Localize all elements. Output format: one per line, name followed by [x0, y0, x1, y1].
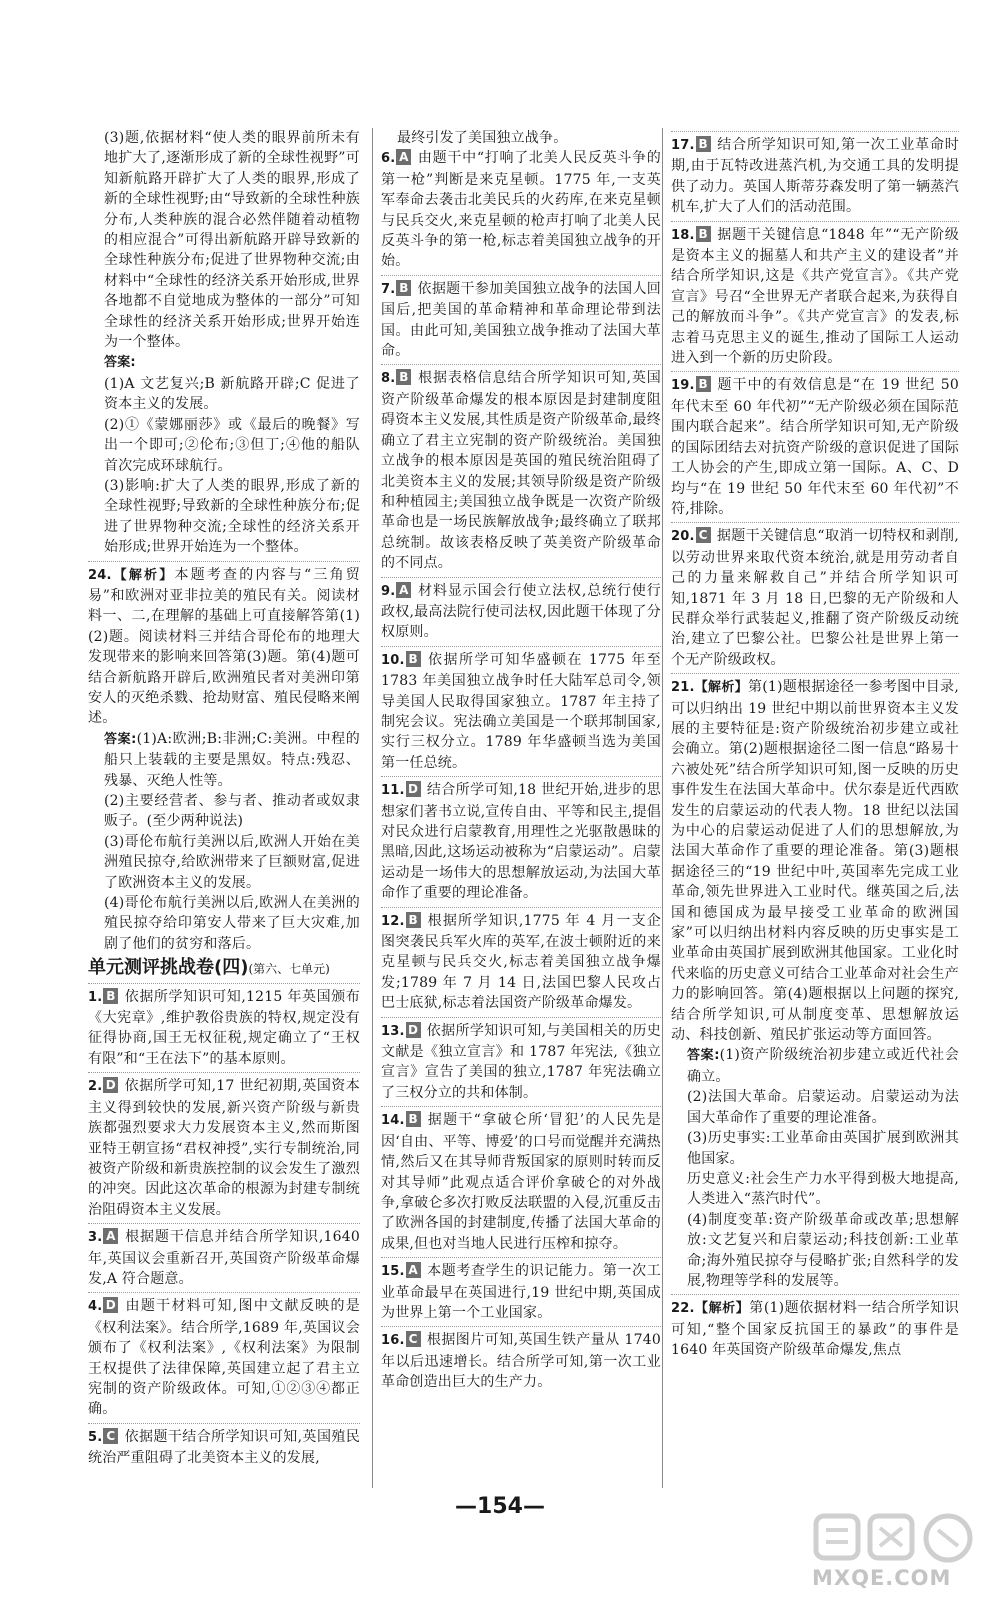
item-explanation: 依据题干结合所学知识可知,英国殖民统治严重阻碍了北美资本主义的发展, [88, 1428, 360, 1467]
divider [671, 131, 959, 132]
item-number: 14. [381, 1113, 405, 1129]
divider [381, 907, 661, 908]
q24-answer-4: (4)哥伦布航行美洲以后,欧洲人在美洲的殖民掠夺给印第安人带来了巨大灾难,加剧了他们的贫穷和落后。 [104, 895, 360, 952]
divider [381, 646, 661, 647]
item-number: 6. [381, 151, 396, 167]
item-explanation: 根据图片可知,英国生铁产量从 1740 年以后迅速增长。结合所学可知,第一次工业革命创造出巨大的生产力。 [381, 1332, 661, 1391]
answer-item [381, 1330, 661, 1392]
item-explanation: 结合所学可知,18 世纪开始,进步的思想家们著书立说,宣传自由、平等和民主,提倡对民众进行启蒙教育,用理性之光驱散愚昧的黑暗,因此,这场运动被称为“启蒙运动”。启蒙运动是一场伟大的思想解放运动,为法国大革命作了重要的理论准备。 [381, 782, 661, 902]
answer-choice-badge: B [103, 988, 118, 1004]
item-explanation: 材料显示国会行使立法权,总统行使行政权,最高法院行使司法权,因此题干体现了分权原则。 [381, 582, 661, 641]
item-number: 7. [381, 281, 396, 297]
q23-answer-1: (1)A 文艺复兴;B 新航路开辟;C 促进了资本主义的发展。 [104, 375, 360, 413]
answer-choice-badge: D [103, 1297, 118, 1313]
item-number: 2. [88, 1079, 103, 1095]
q21-answer-1: (1)资产阶级统治初步建立或近代社会确立。 [687, 1047, 959, 1085]
answer-choice-badge: B [406, 1111, 421, 1127]
item-number: 4. [88, 1299, 103, 1315]
item-number: 10. [381, 652, 405, 668]
answer-choice-badge: B [696, 136, 711, 152]
item-number: 1. [88, 989, 103, 1005]
answer-item [671, 225, 959, 369]
item-explanation: 据题干关键信息“取消一切特权和剥削,以劳动世界来取代资本统治,就是用劳动者自己的力量来解救自己”并结合所学知识可知,1871 年 3 月 18 日,巴黎的无产阶级和人民群众举行武装起义,推翻了资产阶级反动统治,建立了巴黎公社。巴黎公社是世界上第一个无产阶级政权。 [671, 528, 959, 668]
q23-answer-2: (2)①《蒙娜丽莎》或《最后的晚餐》写出一个即可;②伦布;③但丁;④他的船队首次完成环球航行。 [104, 416, 360, 474]
q23-answer-3: (3)影响:扩大了人类的眼界,形成了新的全球性视野;导致新的全球性种族分布;促进了世界物种交流;全球性的经济关系开始形成;世界开始连为一个整体。 [104, 477, 360, 556]
answer-item [88, 1227, 360, 1289]
divider [671, 522, 959, 523]
item-explanation: 由题干中“打响了北美人民反英斗争的第一枪”判断是来克星顿。1775 年,一支英军奉命去袭击北美民兵的火药库,在来克星顿与民兵交火,来克星顿的枪声打响了北美人民反英斗争的第一枪,标志着美国独立战争的开始。 [381, 150, 661, 270]
answer-choice-badge: B [406, 651, 421, 667]
item-number: 15. [381, 1264, 405, 1280]
divider [381, 1326, 661, 1327]
divider [88, 561, 360, 562]
q21-answer-4: (4)制度变革:资产阶级革命或改革;思想解放:文艺复兴和启蒙运动;科技创新:工业革命;海外殖民掠夺与侵略扩张;自然科学的发展,物理等学科的发展等。 [687, 1211, 959, 1289]
q5-continuation: 最终引发了美国独立战争。 [397, 130, 568, 146]
answer-item [381, 148, 661, 271]
divider [381, 1017, 661, 1018]
q24-answer-1: (1)A:欧洲;B:非洲;C:美洲。中程的船只上装载的主要是黑奴。特点:残忍、残暴、灭绝人性等。 [104, 730, 360, 789]
answer-item [381, 1021, 661, 1104]
answer-choice-badge: A [406, 1262, 421, 1278]
item-number: 5. [88, 1429, 103, 1445]
q21-answer-3a: (3)历史事实:工业革命由英国扩展到欧洲其他国家。 [687, 1130, 959, 1167]
page-number: —154— [455, 1494, 545, 1519]
q22-analysis: 22.【解析】第(1)题依据材料一结合所学知识可知,“整个国家反抗国王的暴政”的事件是 1640 年英国资产阶级革命爆发,焦点 [671, 1300, 959, 1359]
answer-choice-badge: B [406, 912, 421, 928]
answer-choice-badge: D [406, 1022, 421, 1038]
answer-choice-badge: D [406, 781, 421, 797]
divider [381, 364, 661, 365]
q24-answer-3: (3)哥伦布航行美洲以后,欧洲人开始在美洲殖民掠夺,给欧洲带来了巨额财富,促进了欧洲资本主义的发展。 [104, 833, 360, 891]
answer-item [381, 368, 661, 573]
answer-choice-badge: C [696, 527, 711, 543]
answer-item [381, 279, 661, 362]
item-explanation: 根据表格信息结合所学知识可知,英国资产阶级革命爆发的根本原因是封建制度阻碍资本主义发展,其性质是资产阶级革命,最终确立了君主立宪制的资产阶级统治。美国独立战争的根本原因是英国的殖民统治阻碍了北美资本主义的发展;其领导阶级是资产阶级和种植园主;美国独立战争既是一次资产阶级革命也是一场民族解放战争;最终确立了联邦总统制。故该表格反映了英美资产阶级革命的不同点。 [381, 370, 661, 572]
divider [88, 1223, 360, 1224]
item-number: 11. [381, 783, 405, 799]
answer-item [381, 581, 661, 643]
answer-item [88, 987, 360, 1070]
divider [381, 1257, 661, 1258]
item-number: 3. [88, 1230, 103, 1246]
item-explanation: 由题干材料可知,图中文献反映的是《权利法案》。结合所学,1689 年,英国议会颁布了《权利法案》,《权利法案》为限制王权提供了法律保障,英国建立起了君主立宪制的资产阶级政体。可知,①②③④都正确。 [88, 1298, 360, 1418]
answer-choice-badge: B [696, 226, 711, 242]
answer-list [88, 983, 360, 1469]
item-explanation: 题干中的有效信息是“在 19 世纪 50 年代末至 60 年代初”“无产阶级必须在国际范围内联合起来”。结合所学知识可知,无产阶级的国际团结去对抗资产阶级的意识促进了国际工人协会的产生,即成立第一国际。A、C、D 均与“在 19 世纪 50 年代末至 60 年代初”不符,排除。 [671, 377, 959, 517]
divider [671, 1294, 959, 1295]
divider [88, 1072, 360, 1073]
answer-choice-badge: B [696, 376, 711, 392]
item-number: 9. [381, 583, 396, 599]
answer-item [88, 1427, 360, 1469]
item-number: 13. [381, 1023, 405, 1039]
item-explanation: 依据所学可知,17 世纪初期,英国资本主义得到较快的发展,新兴资产阶级与新贵族都强烈要求大力发展资本主义,然而斯图亚特王朝宣扬“君权神授”,实行专制统治,同被资产阶级和新贵族控制的议会发生了激烈的冲突。因此这次革命的根源为封建专制统治阻碍资本主义发展。 [88, 1078, 360, 1218]
column-right: 17. B 结合所学知识可知,第一次工业革命时期,由于瓦特改进蒸汽机,为交通工具的发明提供了动力。英国人斯蒂芬森发明了第一辆蒸汽机车,扩大了人们的活动范围。 18. B 据题干关键信息“1848 年”“无产阶级是资本主义的掘墓人和共产主义的建设者”并结合所学知识,这是《共产党宣言》。《共产党宣言》号召“全世界无产者联合起来,为获得自己的解放而斗争”。《共产党宣言》的发表,标志着马克思主义的诞生,推动了国际工人运动进入到一个新的历史阶段。 19. B 题干中的有效信息是“在 19 世纪 50 年代末至 60 年代初”“无产阶级必须在国际范围内联合起来”。结合所学知识可知,无产阶级的国际团结去对抗资产阶级的意识促进了国际工人协会的产生,即成立第一国际。A、C、D 均与“在 19 世纪 50 年代末至 60 年代初”不符,排除。 20. C 据题干关键信息“取消一切特权和剥削,以劳动世界来取代资本统治,就是用劳动者自己的力量来解救自己”并结合所学知识可知,1871 年 3 月 18 日,巴黎的无产阶级和人民群众举行武装起义,推翻了资产阶级反动统治,建立了巴黎公社。巴黎公社是世界上第一个无产阶级政权。 21.【解析】第(1)题根据途径一参考图中目录,可以归纳出 19 世纪中期以前世界资本主义发展的主要特征是:资产阶级统治初步建立或社会确立。第(2)题根据途径二图一信息“路易十六被处死”结合所学知识可知,图一反映的历史事件发生在法国大革命中。伏尔泰是近代西欧发生的启蒙运动的代表人物。18 世纪以法国为中心的启蒙运动促进了人们的思想解放,为法国大革命作了重要的理论准备。第(3)题根据途径三的“19 世纪中叶,英国率先完成工业革命,领先世界进入工业时代。继英国之后,法国和德国成为最早接受工业革命的欧洲国家”可以归纳出材料内容反映的历史事实是工业革命由英国扩展到欧洲其他国家。工业化时代来临的历史意义可结合工业革命对社会生产力的影响回答。第(4)题根据以上问题的探究,结合所学知识,可从制度变革、思想解放运动、科技创新、殖民扩张运动等方面回答。 答案:(1)资产阶级统治初步建立或近代社会确立。 (2)法国大革命。启蒙运动。启蒙运动为法国大革命作了重要的理论准备。 (3)历史事实:工业革命由英国扩展到欧洲其他国家。 历史意义:社会生产力水平得到极大地提高,人类进入“蒸汽时代”。 (4)制度变革:资产阶级革命或改革;思想解放:文艺复兴和启蒙运动;科技创新:工业革命;海外殖民掠夺与侵略扩张;自然科学的发展,物理等学科的发展等。 22.【解析】第(1)题依据材料一结合所学知识可知,“整个国家反抗国王的暴政”的事件是 1640 年英国资产阶级革命爆发,焦点 [662, 128, 959, 1488]
item-explanation: 根据题干信息并结合所学知识,1640 年,英国议会重新召开,英国资产阶级革命爆发,A 符合题意。 [88, 1229, 360, 1287]
answer-item [671, 375, 959, 519]
item-number: 8. [381, 371, 396, 387]
divider [88, 1292, 360, 1293]
column-left: (3)题,依据材料“使人类的眼界前所未有地扩大了,逐渐形成了新的全球性视野”可知新航路开辟扩大了人类的眼界,形成了新的全球性视野;由“导致新的全球性种族分布,人类种族的混合必然伴随着动植物的相应混合”可得出新航路开辟导致新的全球性种族分布;促进了世界物种交流;由材料中“全球性的经济关系开始形成,世界各地都不自觉地成为整体的一部分”可知全球性的经济关系开始形成;世界开始连为一个整体。 答案: (1)A 文艺复兴;B 新航路开辟;C 促进了资本主义的发展。 (2)①《蒙娜丽莎》或《最后的晚餐》写出一个即可;②伦布;③但丁;④他的船队首次完成环球航行。 (3)影响:扩大了人类的眼界,形成了新的全球性视野;导致新的全球性种族分布;促进了世界物种交流;全球性的经济关系开始形成;世界开始连为一个整体。 24.【解析】本题考查的内容与“三角贸易”和欧洲对亚非拉美的殖民有关。阅读材料一、二,在理解的基础上可直接解答第(1)(2)题。阅读材料三并结合哥伦布的地理大发现带来的影响来回答第(3)题。第(4)题可结合新航路开辟后,欧洲殖民者对美洲印第安人的灭绝杀戮、抢劫财富、殖民侵略来阐述。 答案:(1)A:欧洲;B:非洲;C:美洲。中程的船只上装载的主要是黑奴。特点:残忍、残暴、灭绝人性等。 (2)主要经营者、参与者、推动者或奴隶贩子。(至少两种说法) (3)哥伦布航行美洲以后,欧洲人开始在美洲殖民掠夺,给欧洲带来了巨额财富,促进了欧洲资本主义的发展。 (4)哥伦布航行美洲以后,欧洲人在美洲的殖民掠夺给印第安人带来了巨大灾难,加剧了他们的贫穷和落后。 单元测评挑战卷(四)(第六、七单元) 1. B 依据所学知识可知,1215 年英国颁布《大宪章》,维护教俗贵族的特权,规定没有征得协商,国王无权征税,规定确立了“王权有限”和“王在法下”的基本原则。 2. D 依据所学可知,17 世纪初期,英国资本主义得到较快的发展,新兴资产阶级与新贵族都强烈要求大力发展资本主义,然而斯图亚特王朝宣扬“君权神授”,实行专制统治,同被资产阶级和新贵族控制的议会发生了激烈的冲突。因此这次革命的根源为封建专制统治阻碍资本主义发展。 3. A 根据题干信息并结合所学知识,1640 年,英国议会重新召开,英国资产阶级革命爆发,A 符合题意。 4. D 由题干材料可知,图中文献反映的是《权利法案》。结合所学,1689 年,英国议会颁布了《权利法案》,《权利法案》为限制王权提供了法律保障,英国建立起了君主立宪制的资产阶级政体。可知,①②③④都正确。 5. C 依据题干结合所学知识可知,英国殖民统治严重阻碍了北美资本主义的发展, [88, 128, 360, 1488]
answer-item [88, 1076, 360, 1220]
answer-label: 答案: [104, 355, 136, 371]
answer-item [381, 1110, 661, 1254]
answer-choice-badge: C [406, 1331, 421, 1347]
divider [381, 1106, 661, 1107]
watermark-text: MXQE.COM [812, 1566, 952, 1590]
divider [671, 371, 959, 372]
divider [381, 776, 661, 777]
answer-item [671, 526, 959, 670]
divider [381, 275, 661, 276]
answer-list [671, 131, 959, 670]
item-number: 20. [671, 529, 695, 545]
answer-choice-badge: D [103, 1077, 118, 1093]
item-explanation: 依据题干参加美国独立战争的法国人回国后,把美国的革命精神和革命理论带到法国。由此可知,美国独立战争推动了法国大革命。 [381, 280, 661, 360]
item-number: 16. [381, 1333, 405, 1349]
item-number: 17. [671, 138, 695, 153]
divider [671, 673, 959, 674]
divider [88, 1423, 360, 1424]
answer-item [381, 911, 661, 1014]
q23-explanation: (3)题,依据材料“使人类的眼界前所未有地扩大了,逐渐形成了新的全球性视野”可知新航路开辟扩大了人类的眼界,形成了新的全球性视野;由“导致新的全球性种族分布,人类种族的混合必然伴随着动植物的相应混合”可得出新航路开辟导致新的全球性种族分布;促进了世界物种交流;由材料中“全球性的经济关系开始形成,世界各地都不自觉地成为整体的一部分”可知全球性的经济关系开始形成;世界开始连为一个整体。 [104, 130, 360, 351]
answer-item [88, 1296, 360, 1419]
item-number: 19. [671, 378, 695, 394]
section-title: 单元测评挑战卷(四)(第六、七单元) [88, 957, 330, 979]
item-explanation: 依据所学知识可知,与美国相关的历史文献是《独立宣言》和 1787 年宪法,《独立宣言》宣告了美国的独立,1787 年宪法确立了三权分立的共和体制。 [381, 1022, 661, 1101]
divider [381, 577, 661, 578]
q21-analysis: 21.【解析】第(1)题根据途径一参考图中目录,可以归纳出 19 世纪中期以前世界资本主义发展的主要特征是:资产阶级统治初步建立或社会确立。第(2)题根据途径二图一信息“路易十六被处死”结合所学知识可知,图一反映的历史事件发生在法国大革命中。伏尔泰是近代西欧发生的启蒙运动的代表人物。18 世纪以法国为中心的启蒙运动促进了人们的思想解放,为法国大革命作了重要的理论准备。第(3)题根据途径三的“19 世纪中叶,英国率先完成工业革命,领先世界进入工业时代。继英国之后,法国和德国成为最早接受工业革命的欧洲国家”可以归纳出材料内容反映的历史事实是工业革命由英国扩展到欧洲其他国家。工业化时代来临的历史意义可结合工业革命对社会生产力的影响回答。第(4)题根据以上问题的探究,结合所学知识,可从制度变革、思想解放运动、科技创新、殖民扩张运动等方面回答。 [671, 679, 959, 1044]
column-middle [372, 128, 661, 1488]
item-explanation: 依据所学可知华盛顿在 1775 年至 1783 年美国独立战争时任大陆军总司令,领导美国人民取得国家独立。1787 年主持了制宪会议。宪法确立美国是一个联邦制国家,实行三权分立。1789 年华盛顿当选为美国第一任总统。 [381, 651, 661, 771]
answer-choice-badge: B [396, 280, 411, 296]
answer-item [381, 650, 661, 773]
divider [88, 983, 360, 984]
watermark-logo [808, 1512, 988, 1592]
item-number: 12. [381, 913, 405, 929]
q24-analysis: 24.【解析】本题考查的内容与“三角贸易”和欧洲对亚非拉美的殖民有关。阅读材料一、二,在理解的基础上可直接解答第(1)(2)题。阅读材料三并结合哥伦布的地理大发现带来的影响来回答第(3)题。第(4)题可结合新航路开辟后,欧洲殖民者对美洲印第安人的灭绝杀戮、抢劫财富、殖民侵略来阐述。 [88, 566, 360, 727]
answer-item [381, 1261, 661, 1323]
item-explanation: 本题考查学生的识记能力。第一次工业革命最早在英国进行,19 世纪中期,英国成为世界上第一个工业国家。 [381, 1263, 661, 1321]
item-explanation: 结合所学知识可知,第一次工业革命时期,由于瓦特改进蒸汽机,为交通工具的发明提供了动力。英国人斯蒂芬森发明了第一辆蒸汽机车,扩大了人们的活动范围。 [671, 137, 959, 216]
item-explanation: 依据所学知识可知,1215 年英国颁布《大宪章》,维护教俗贵族的特权,规定没有征得协商,国王无权征税,规定确立了“王权有限”和“王在法下”的基本原则。 [88, 988, 360, 1067]
q24-answer-2: (2)主要经营者、参与者、推动者或奴隶贩子。(至少两种说法) [104, 793, 360, 830]
item-explanation: 据题干“拿破仑所‘冒犯’的人民先是因‘自由、平等、博爱’的口号而觉醒并充满热情,然后又在其导师背叛国家的原则时转而反对其导师”此观点适合评价拿破仑的对外战争,拿破仑多次打败反法联盟的入侵,沉重反击了欧洲各国的封建制度,传播了法国大革命的成果,但也对当地人民进行压榨和掠夺。 [381, 1112, 661, 1252]
item-explanation: 据题干关键信息“1848 年”“无产阶级是资本主义的掘墓人和共产主义的建设者”并结合所学知识,这是《共产党宣言》。《共产党宣言》号召“全世界无产者联合起来,为获得自己的解放而斗争”。《共产党宣言》的发表,标志着马克思主义的诞生,推动了国际工人运动进入到一个新的历史阶段。 [671, 226, 959, 367]
q21-answer-3b: 历史意义:社会生产力水平得到极大地提高,人类进入“蒸汽时代”。 [687, 1170, 959, 1208]
item-number: 18. [671, 227, 695, 243]
answer-item [671, 135, 959, 218]
answer-choice-badge: A [103, 1228, 118, 1244]
answer-choice-badge: C [103, 1428, 118, 1444]
divider [671, 221, 959, 222]
answer-item [381, 780, 661, 903]
q21-answer-2: (2)法国大革命。启蒙运动。启蒙运动为法国大革命作了重要的理论准备。 [687, 1089, 959, 1126]
answer-choice-badge: B [396, 369, 411, 385]
answer-choice-badge: A [396, 149, 411, 165]
answer-choice-badge: A [396, 582, 411, 598]
answer-list [381, 148, 661, 1392]
watermark-icon [808, 1512, 988, 1568]
item-explanation: 根据所学知识,1775 年 4 月一支企图突袭民兵军火库的英军,在波士顿附近的来克星顿与民兵交火,标志着美国独立战争爆发;1789 年 7 月 14 日,法国巴黎人民攻占巴士底狱,标志着法国资产阶级革命爆发。 [381, 912, 661, 1012]
